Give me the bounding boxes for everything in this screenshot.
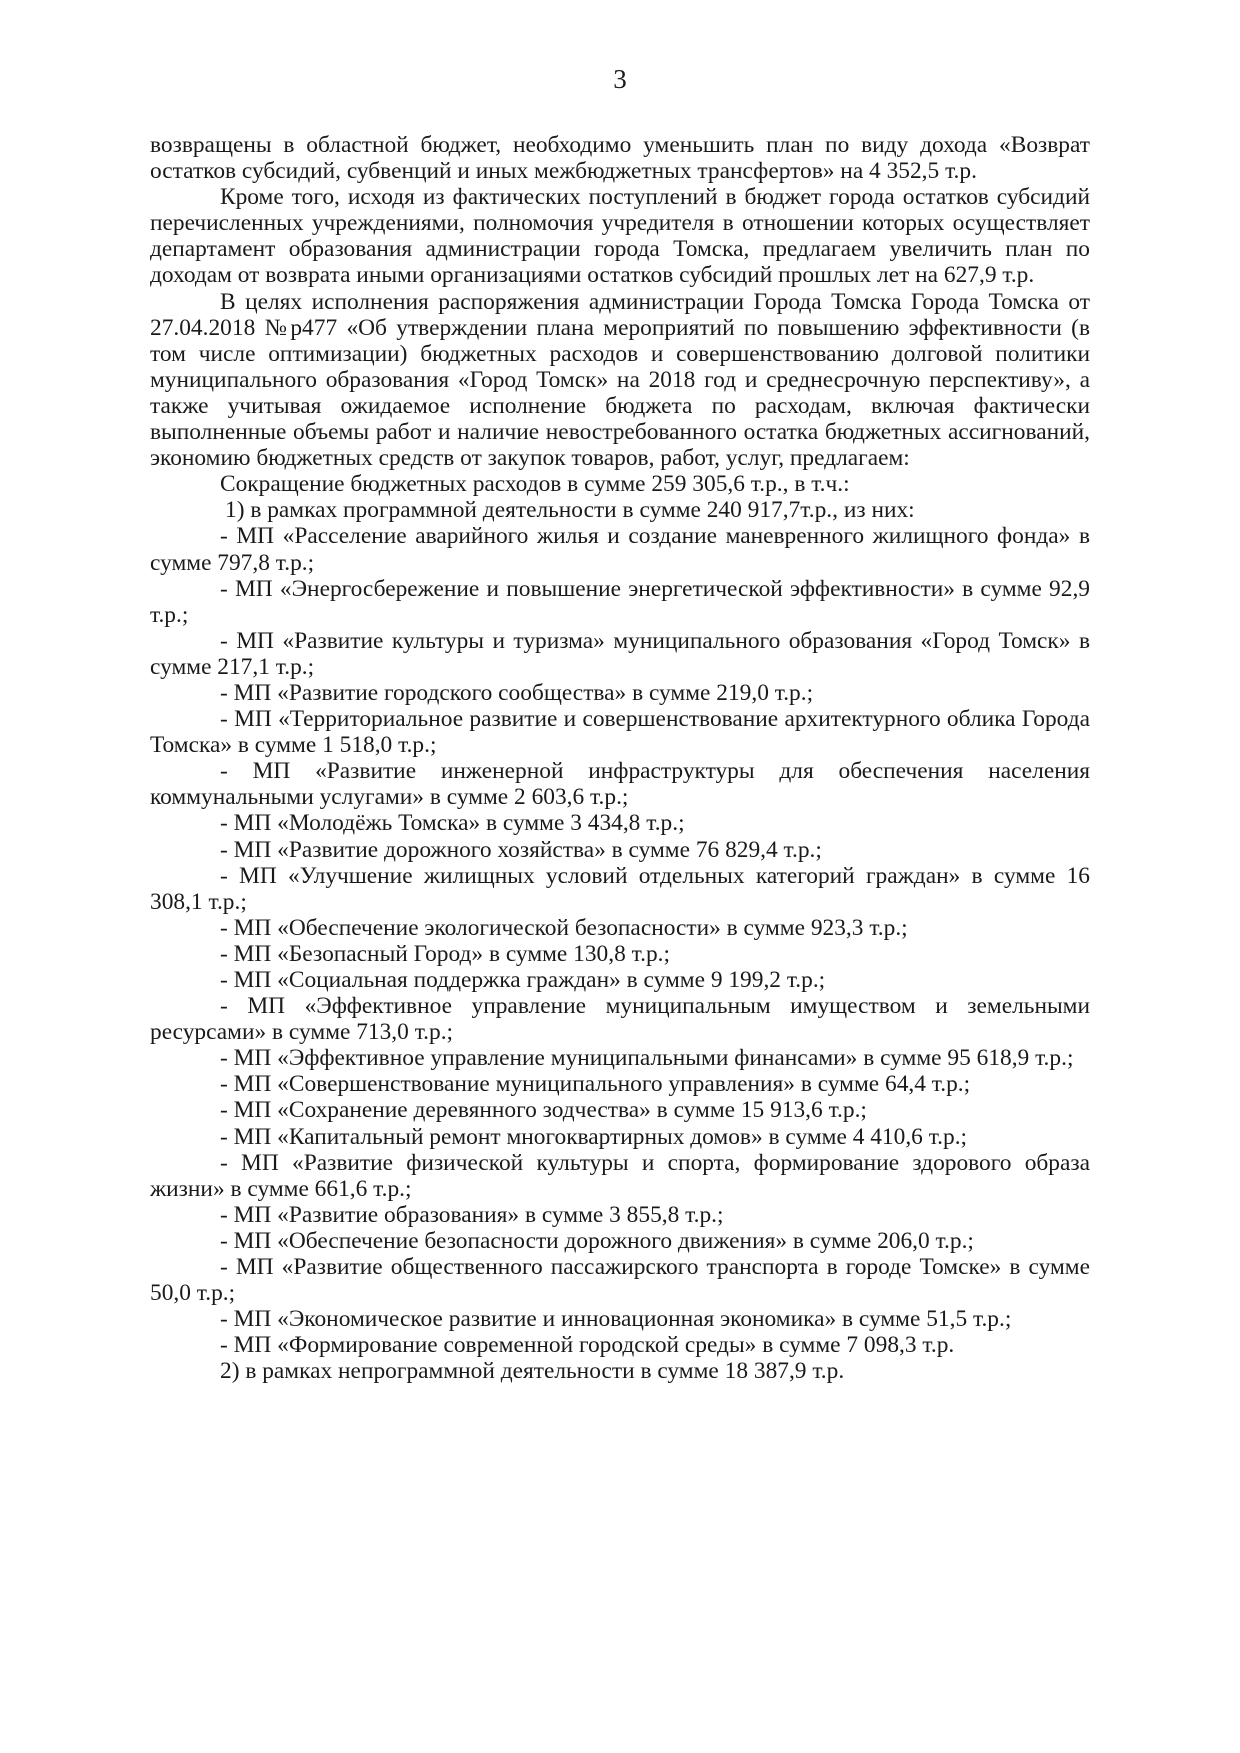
list-item: - МП «Молодёжь Томска» в сумме 3 434,8 т.р.; [220,810,685,837]
list-item: - МП «Развитие физической культуры и спорта, формирование здорового образа жизни» в сумме 661,6 т.р.; [150,1149,1090,1202]
list-item: - МП «Энергосбережение и повышение энергетической эффективности» в сумме 92,9 т.р.; [150,575,1090,628]
list-item: - МП «Развитие культуры и туризма» муниципального образования «Город Томск» в сумме 217,1 т.р.; [150,627,1090,680]
list-item: - МП «Развитие инженерной инфраструктуры для обеспечения населения коммунальными услугами» в сумме 2 603,6 т.р.; [150,758,1090,811]
list-item: - МП «Совершенствование муниципального управления» в сумме 64,4 т.р.; [220,1071,971,1098]
list-item: - МП «Социальная поддержка граждан» в сумме 9 199,2 т.р.; [220,967,826,993]
page-number: 3 [613,64,627,94]
list-item: - МП «Развитие образования» в сумме 3 855,8 т.р.; [220,1201,724,1228]
list-item: - МП «Улучшение жилищных условий отдельных категорий граждан» в сумме 16 308,1 т.р.; [150,862,1090,915]
list-item: - МП «Эффективное управление муниципальным имуществом и земельными ресурсами» в сумме 713,0 т.р.; [150,993,1090,1046]
list-item: - МП «Развитие дорожного хозяйства» в сумме 76 829,4 т.р.; [220,836,822,863]
list-item: - МП «Обеспечение безопасности дорожного движения» в сумме 206,0 т.р.; [220,1227,974,1254]
program-list [150,523,1090,1358]
paragraph-program-activity: 1) в рамках программной деятельности в сумме 240 917,7т.р., из них: [225,497,915,524]
list-item: - МП «Обеспечение экологической безопасности» в сумме 923,3 т.р.; [220,914,908,941]
list-item: - МП «Сохранение деревянного зодчества» в сумме 15 913,6 т.р.; [220,1097,867,1124]
list-item: - МП «Экономическое развитие и инновационная экономика» в сумме 51,5 т.р.; [220,1306,1012,1333]
list-item: - МП «Капитальный ремонт многоквартирных домов» в сумме 4 410,6 т.р.; [220,1123,968,1150]
paragraph-reduction-total: Сокращение бюджетных расходов в сумме 259 305,6 т.р., в т.ч.: [220,471,850,498]
paragraph-optimization-order: В целях исполнения распоряжения администрации Города Томска Города Томска от 27.04.2018 №р477 «Об утверждении плана мероприятий по повышению эффективности (в том числе оптимизации) бюджетных расходов и совершенствованию долговой политики муниципального образования «Город Томск» на 2018 год и среднесрочную перспективу», а также учитывая ожидаемое исполнение бюджета по расходам, включая фактически выполненные объемы работ и наличие невостребованного остатка бюджетных ассигнований, экономию бюджетных средств от закупок товаров, работ, услуг, предлагаем: [150,288,1090,472]
list-item: - МП «Формирование современной городской среды» в сумме 7 098,3 т.р. [220,1332,955,1359]
list-item: - МП «Развитие городского сообщества» в сумме 219,0 т.р.; [220,679,814,706]
paragraph-education-subsidies: Кроме того, исходя из фактических поступлений в бюджет города остатков субсидий перечисленных учреждениями, полномочия учредителя в отношении которых осуществляет департамент образования администрации города Томска, предлагаем увеличить план по доходам от возврата иными организациями остатков субсидий прошлых лет на 627,9 т.р. [150,184,1090,289]
paragraph-return-subsidies: возвращены в областной бюджет, необходимо уменьшить план по виду дохода «Возврат остатков субсидий, субвенций и иных межбюджетных трансфертов» на 4 352,5 т.р. [150,132,1090,185]
document-body [150,132,1090,1385]
list-item: - МП «Безопасный Город» в сумме 130,8 т.р.; [220,940,670,967]
list-item: - МП «Расселение аварийного жилья и создание маневренного жилищного фонда» в сумме 797,8 т.р.; [150,523,1090,576]
paragraph-non-program-activity: 2) в рамках непрограммной деятельности в сумме 18 387,9 т.р. [220,1358,845,1385]
list-item: - МП «Территориальное развитие и совершенствование архитектурного облика Города Томска» в сумме 1 518,0 т.р.; [150,706,1090,759]
list-item: - МП «Эффективное управление муниципальными финансами» в сумме 95 618,9 т.р.; [220,1045,1074,1072]
list-item: - МП «Развитие общественного пассажирского транспорта в городе Томске» в сумме 50,0 т.р.; [150,1254,1090,1307]
